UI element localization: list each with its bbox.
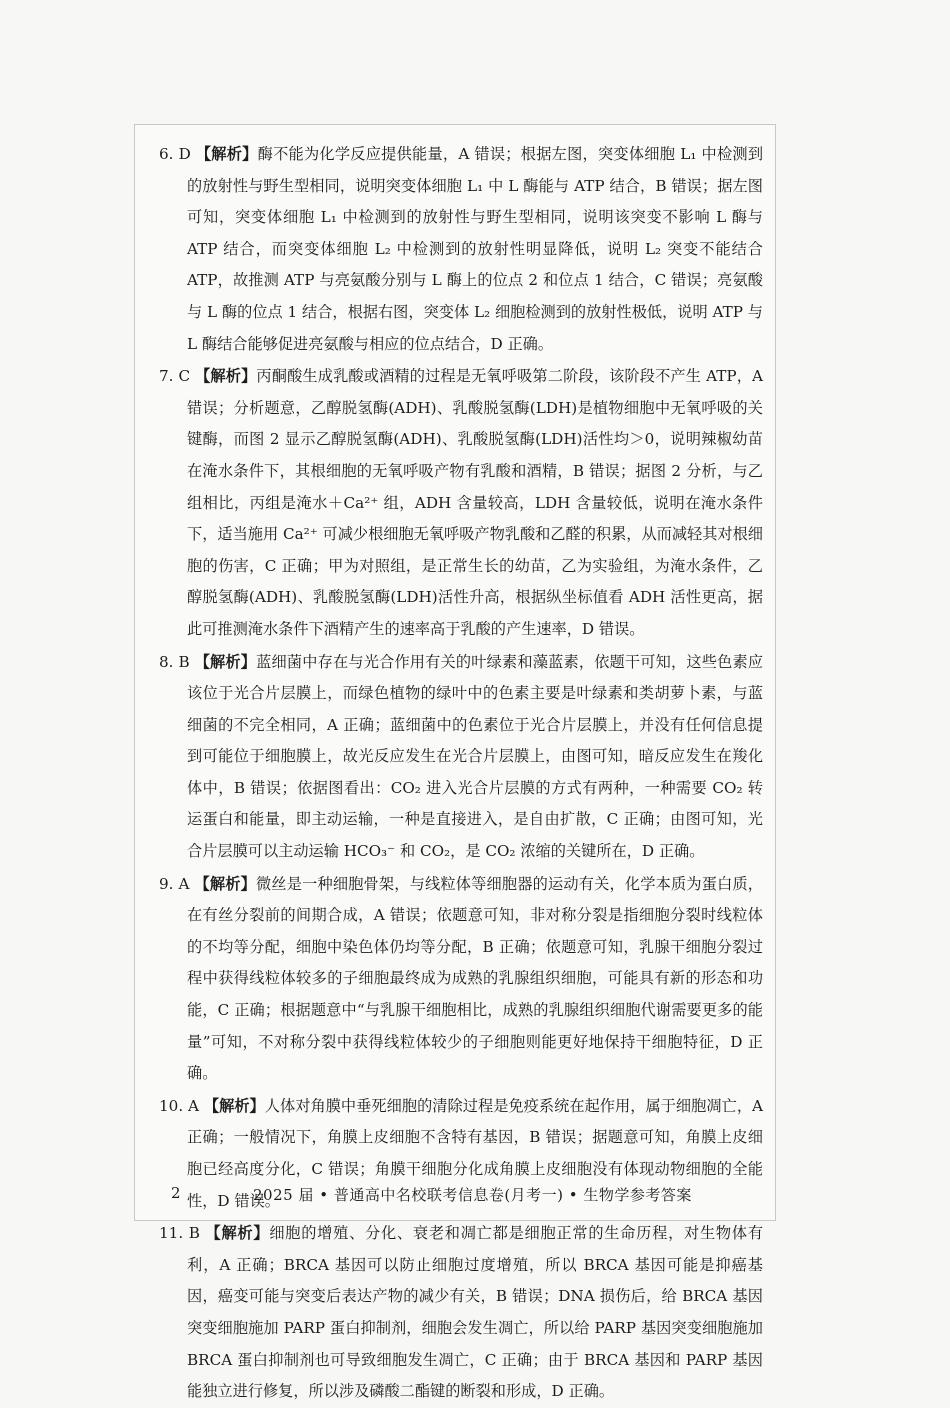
answer-text: 细胞的增殖、分化、衰老和凋亡都是细胞正常的生命历程，对生物体有利，A 正确；BRCA 基因可以防止细胞过度增殖，所以 BRCA 基因可能是抑癌基因，癌变可能与突变后表达产物的减少有关，B 错误；DNA 损伤后，给 BRCA 基因突变细胞施加 PARP 蛋白抑制剂，细胞会发生凋亡，所以给 PARP 基因突变细胞施加 BRCA 蛋白抑制剂也可导致细胞发生凋亡，C 正确；由于 BRCA 基因和 PARP 基因能独立进行修复，所以涉及磷酸二酯键的断裂和形成，D 正确。 [187,1224,764,1401]
page-number: 2 [171,1184,181,1202]
answer-list [159,139,763,1408]
answer-item-11 [159,1218,763,1408]
answer-item-8 [159,647,763,868]
answer-item-6 [159,139,763,360]
analysis-tag: 【解析】 [195,367,257,386]
answer-number: 6. D [159,145,191,163]
analysis-tag: 【解析】 [203,1096,265,1115]
answer-text: 酶不能为化学反应提供能量，A 错误；根据左图，突变体细胞 L₁ 中检测到的放射性与野生型相同，说明突变体细胞 L₁ 中 L 酶能与 ATP 结合，B 错误；据左图可知，突变体细胞 L₁ 中检测到的放射性与野生型相同，说明该突变不影响 L 酶与 ATP 结合，而突变体细胞 L₂ 中检测到的放射性明显降低，说明 L₂ 突变不能结合 ATP，故推测 ATP 与亮氨酸分别与 L 酶上的位点 2 和位点 1 结合，C 错误；亮氨酸与 L 酶的位点 1 结合，根据右图，突变体 L₂ 细胞检测到的放射性极低，说明 ATP 与 L 酶结合能够促进亮氨酸与相应的位点结合，D 正确。 [187,145,764,353]
analysis-tag: 【解析】 [205,1224,270,1243]
analysis-tag: 【解析】 [194,874,256,893]
answer-number: 11. B [159,1224,200,1243]
footer-title: 2025 届 • 普通高中名校联考信息卷(月考一) • 生物学参考答案 [253,1186,692,1204]
answer-number: 10. A [159,1096,199,1115]
answer-sheet-page [134,124,776,1401]
answer-number: 7. C [159,367,191,386]
answer-number: 9. A [159,874,190,893]
analysis-tag: 【解析】 [194,652,257,671]
answer-text: 丙酮酸生成乳酸或酒精的过程是无氧呼吸第二阶段，该阶段不产生 ATP，A 错误；分析题意，乙醇脱氢酶(ADH)、乳酸脱氢酶(LDH)是植物细胞中无氧呼吸的关键酶，而图 2 显示乙醇脱氢酶(ADH)、乳酸脱氢酶(LDH)活性均＞0，说明辣椒幼苗在淹水条件下，其根细胞的无氧呼吸产物有乳酸和酒精，B 错误；据图 2 分析，与乙组相比，丙组是淹水＋Ca²⁺ 组，ADH 含量较高，LDH 含量较低，说明在淹水条件下，适当施用 Ca²⁺ 可减少根细胞无氧呼吸产物乳酸和乙醛的积累，从而减轻其对根细胞的伤害，C 正确；甲为对照组，是正常生长的幼苗，乙为实验组，为淹水条件，乙醇脱氢酶(ADH)、乳酸脱氢酶(LDH)活性升高，根据纵坐标值看 ADH 活性更高，据此可推测淹水条件下酒精产生的速率高于乳酸的产生速率，D 错误。 [187,367,764,638]
answer-text: 人体对角膜中垂死细胞的清除过程是免疫系统在起作用，属于细胞凋亡，A 正确；一般情况下，角膜上皮细胞不含特有基因，B 错误；据题意可知，角膜上皮细胞已经高度分化，C 错误；角膜干细胞分化成角膜上皮细胞没有体现动物细胞的全能性，D 错误。 [187,1096,764,1210]
answer-text: 微丝是一种细胞骨架，与线粒体等细胞器的运动有关，化学本质为蛋白质，在有丝分裂前的间期合成，A 错误；依题意可知，非对称分裂是指细胞分裂时线粒体的不均等分配，细胞中染色体仍均等分配，B 正确；依题意可知，乳腺干细胞分裂过程中获得线粒体较多的子细胞最终成为成熟的乳腺组织细胞，可能具有新的形态和功能，C 正确；根据题意中“与乳腺干细胞相比，成熟的乳腺组织细胞代谢需要更多的能量”可知，不对称分裂中获得线粒体较少的子细胞则能更好地保持干细胞特征，D 正确。 [187,874,763,1083]
answer-text: 蓝细菌中存在与光合作用有关的叶绿素和藻蓝素，依题干可知，这些色素应该位于光合片层膜上，而绿色植物的绿叶中的色素主要是叶绿素和类胡萝卜素，与蓝细菌的不完全相同，A 正确；蓝细菌中的色素位于光合片层膜上，并没有任何信息提到可能位于细胞膜上，故光反应发生在光合片层膜上，由图可知，暗反应发生在羧化体中，B 错误；依据图看出：CO₂ 进入光合片层膜的方式有两种，一种需要 CO₂ 转运蛋白和能量，即主动运输，一种是直接进入，是自由扩散，C 正确；由图可知，光合片层膜可以主动运输 HCO₃⁻ 和 CO₂，是 CO₂ 浓缩的关键所在，D 正确。 [187,652,764,861]
page-footer [171,1184,763,1210]
answer-item-9 [159,869,763,1090]
analysis-tag: 【解析】 [195,145,258,163]
answer-number: 8. B [159,652,190,671]
answer-item-7 [159,361,763,645]
